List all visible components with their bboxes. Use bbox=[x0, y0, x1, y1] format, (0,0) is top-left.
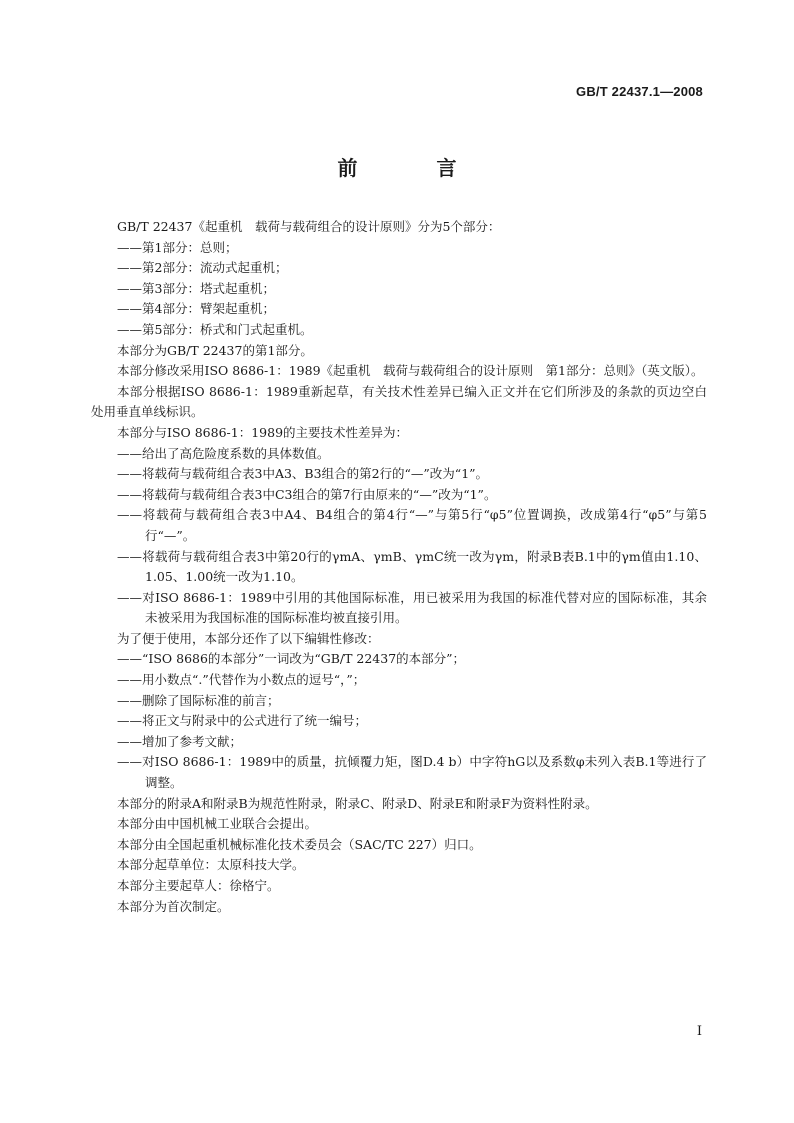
dash-list-item: ——对ISO 8686-1：1989中引用的其他国际标准，用已被采用为我国的标准代替对应的国际标准，其余未被采用为我国标准的国际标准均被直接引用。 bbox=[117, 589, 707, 626]
dash-list-item: ——对ISO 8686-1：1989中的质量，抗倾覆力矩，图D.4 b）中字符hG以及系数φ未列入表B.1等进行了调整。 bbox=[117, 754, 707, 791]
dash-list-item: ——增加了参考文献； bbox=[117, 733, 243, 749]
paragraph: GB/T 22437《起重机 载荷与载荷组合的设计原则》分为5个部分： bbox=[117, 219, 501, 234]
dash-list-item: ——将载荷与载荷组合表3中C3组合的第7行由原来的“—”改为“1”。 bbox=[117, 486, 497, 502]
foreword-body bbox=[91, 217, 707, 917]
dash-list-item: ——将载荷与载荷组合表3中A3、B3组合的第2行的“—”改为“1”。 bbox=[117, 466, 489, 482]
dash-list-item: ——第1部分：总则； bbox=[117, 239, 238, 255]
paragraph: 本部分根据ISO 8686-1：1989重新起草，有关技术性差异已编入正文并在它们所涉及的条款的页边空白处用垂直单线标识。 bbox=[91, 383, 707, 420]
page-number: I bbox=[696, 1024, 702, 1039]
paragraph: 为了便于使用，本部分还作了以下编辑性修改： bbox=[117, 630, 380, 646]
paragraph: 本部分起草单位：太原科技大学。 bbox=[117, 857, 305, 873]
dash-list-item: ——将载荷与载荷组合表3中第20行的γmA、γmB、γmC统一改为γm，附录B表B.1中的γm值由1.10、1.05、1.00统一改为1.10。 bbox=[117, 548, 707, 585]
dash-list-item: ——“ISO 8686的本部分”一词改为“GB/T 22437的本部分”； bbox=[117, 651, 466, 667]
dash-list-item: ——给出了高危险度系数的具体数值。 bbox=[117, 445, 330, 461]
paragraph: 本部分与ISO 8686-1：1989的主要技术性差异为： bbox=[117, 424, 409, 440]
dash-list-item: ——用小数点“.”代替作为小数点的逗号“，”； bbox=[117, 672, 366, 688]
dash-list-item: ——第5部分：桥式和门式起重机。 bbox=[117, 321, 313, 337]
dash-list-item: ——第4部分：臂架起重机； bbox=[117, 301, 275, 317]
standard-number: GB/T 22437.1—2008 bbox=[576, 84, 703, 99]
dash-list-item: ——删除了国际标准的前言； bbox=[117, 692, 280, 708]
paragraph: 本部分修改采用ISO 8686-1：1989《起重机 载荷与载荷组合的设计原则 第1部分：总则》（英文版）。 bbox=[117, 363, 704, 379]
paragraph: 本部分主要起草人：徐格宁。 bbox=[117, 878, 280, 893]
paragraph: 本部分由全国起重机械标准化技术委员会（SAC/TC 227）归口。 bbox=[117, 836, 482, 852]
paragraph: 本部分由中国机械工业联合会提出。 bbox=[117, 816, 318, 832]
paragraph: 本部分为首次制定。 bbox=[117, 898, 230, 914]
dash-list-item: ——将正文与附录中的公式进行了统一编号； bbox=[117, 713, 368, 729]
dash-list-item: ——第2部分：流动式起重机； bbox=[117, 260, 288, 276]
paragraph: 本部分为GB/T 22437的第1部分。 bbox=[117, 342, 313, 358]
dash-list-item: ——将载荷与载荷组合表3中A4、B4组合的第4行“—”与第5行“φ5”位置调换，改成第4行“φ5”与第5行“—”。 bbox=[117, 507, 707, 543]
page-title: 前 言 bbox=[337, 156, 493, 180]
paragraph: 本部分的附录A和附录B为规范性附录，附录C、附录D、附录E和附录F为资料性附录。 bbox=[117, 795, 598, 811]
dash-list-item: ——第3部分：塔式起重机； bbox=[117, 280, 275, 296]
